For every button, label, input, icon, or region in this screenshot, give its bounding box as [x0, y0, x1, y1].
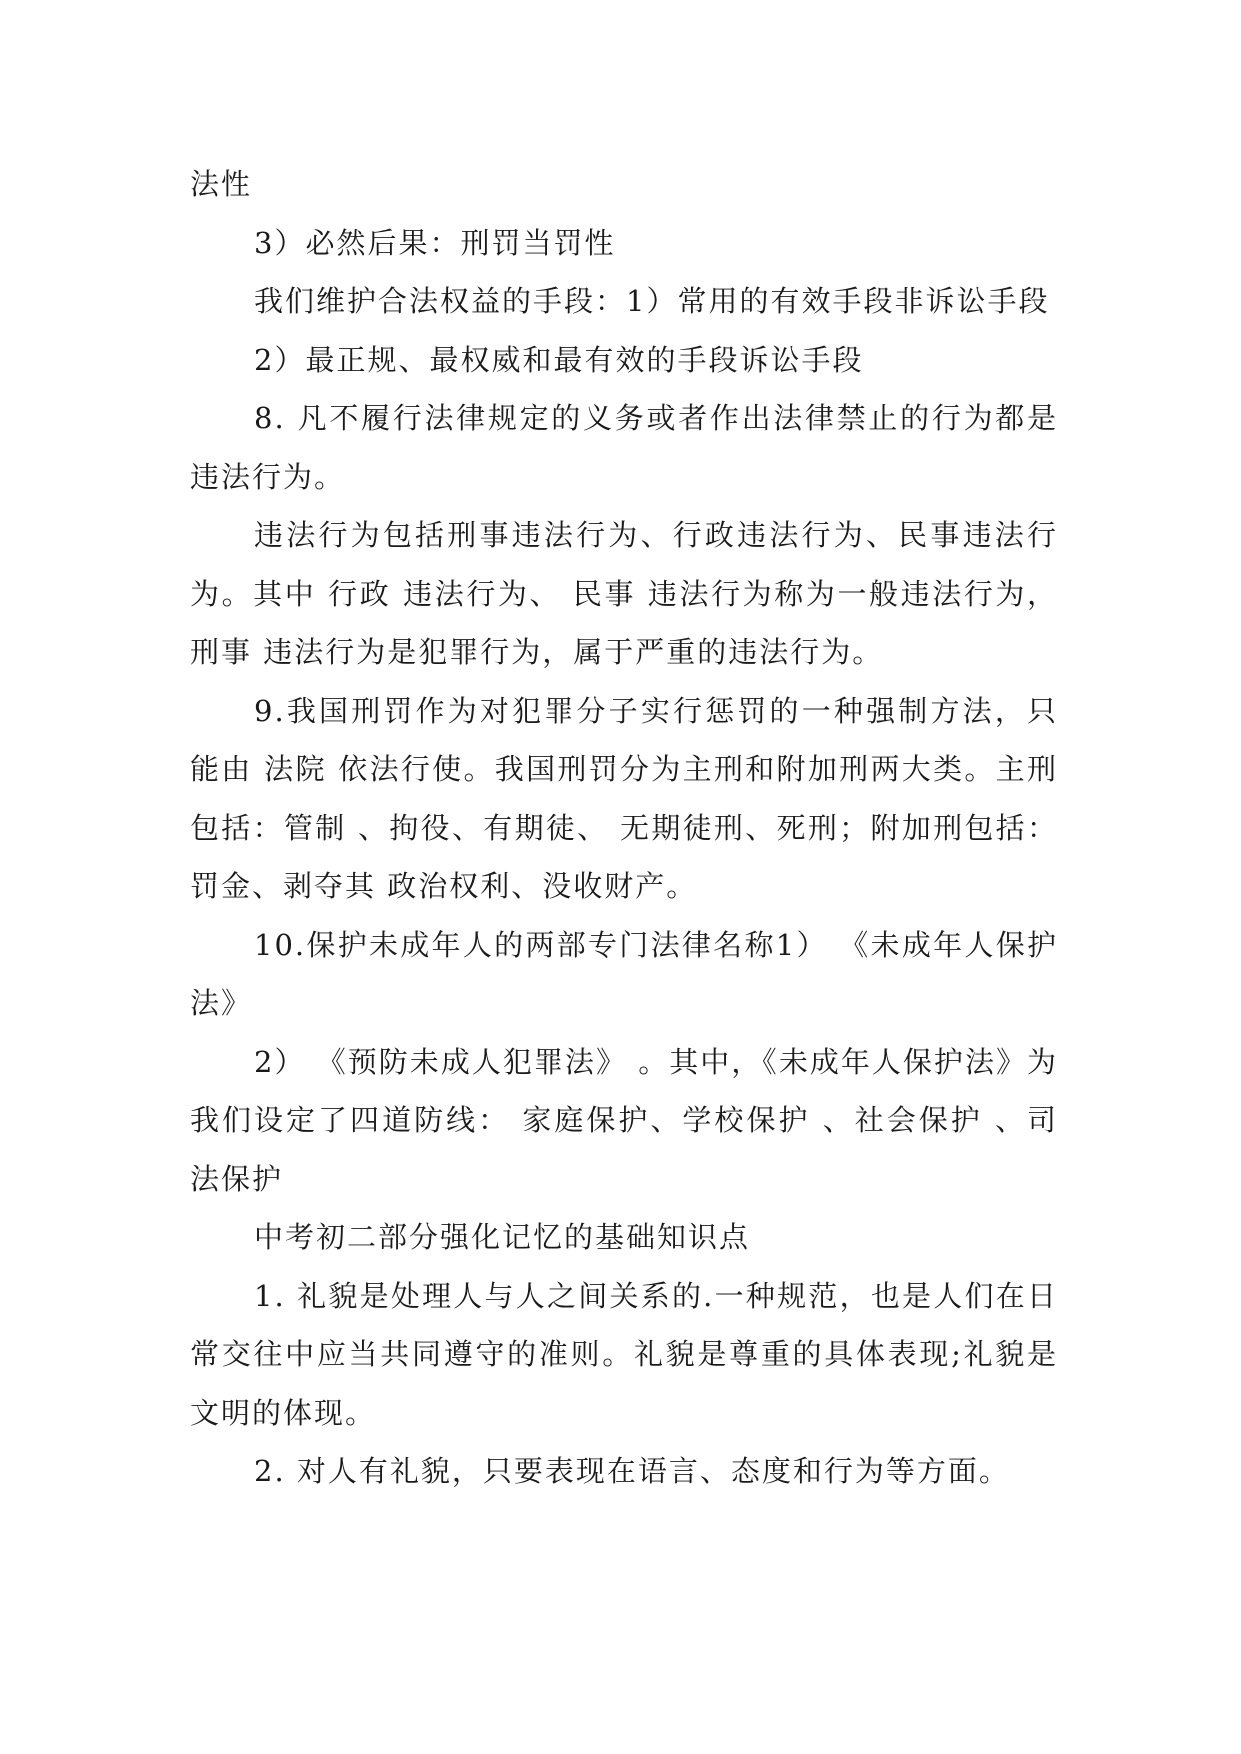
- section-heading: 中考初二部分强化记忆的基础知识点: [254, 1220, 751, 1254]
- paragraph-continuation: 法性: [190, 167, 253, 201]
- paragraph-rights-means: 我们维护合法权益的手段：1）常用的有效手段非诉讼手段: [254, 284, 1050, 318]
- body-text: [190, 155, 1058, 1501]
- paragraph-item-10: 10.保护未成年人的两部专门法律名称1） 《未成年人保护法》: [190, 927, 1058, 1020]
- paragraph-courtesy-2: 2. 对人有礼貌，只要表现在语言、态度和行为等方面。: [254, 1454, 1010, 1488]
- paragraph-item-9: 9.我国刑罚作为对犯罪分子实行惩罚的一种强制方法，只能由 法院 依法行使。我国刑罚分为主刑和附加刑两大类。主刑包括：管制 、拘役、有期徒、 无期徒刑、死刑；附加刑包括：罚金、剥夺其 政治权利、没收财产。: [190, 693, 1058, 903]
- paragraph-litigation: 2）最正规、最权威和最有效的手段诉讼手段: [254, 342, 864, 377]
- paragraph-courtesy-1: 1. 礼貌是处理人与人之间关系的.一种规范，也是人们在日常交往中应当共同遵守的准则。礼貌是尊重的具体表现;礼貌是文明的体现。: [190, 1278, 1058, 1430]
- paragraph-consequence: 3）必然后果：刑罚当罚性: [254, 225, 616, 260]
- paragraph-illegal-acts: 违法行为包括刑事违法行为、行政违法行为、民事违法行为。其中 行政 违法行为、 民事 违法行为称为一般违法行为，刑事 违法行为是犯罪行为，属于严重的违法行为。: [190, 518, 1058, 669]
- paragraph-defense-lines: 2） 《预防未成人犯罪法》 。其中，《未成年人保护法》为我们设定了四道防线： 家庭保护、学校保护 、社会保护 、司法保护: [190, 1044, 1058, 1196]
- paragraph-item-8: 8. 凡不履行法律规定的义务或者作出法律禁止的行为都是违法行为。: [190, 401, 1058, 494]
